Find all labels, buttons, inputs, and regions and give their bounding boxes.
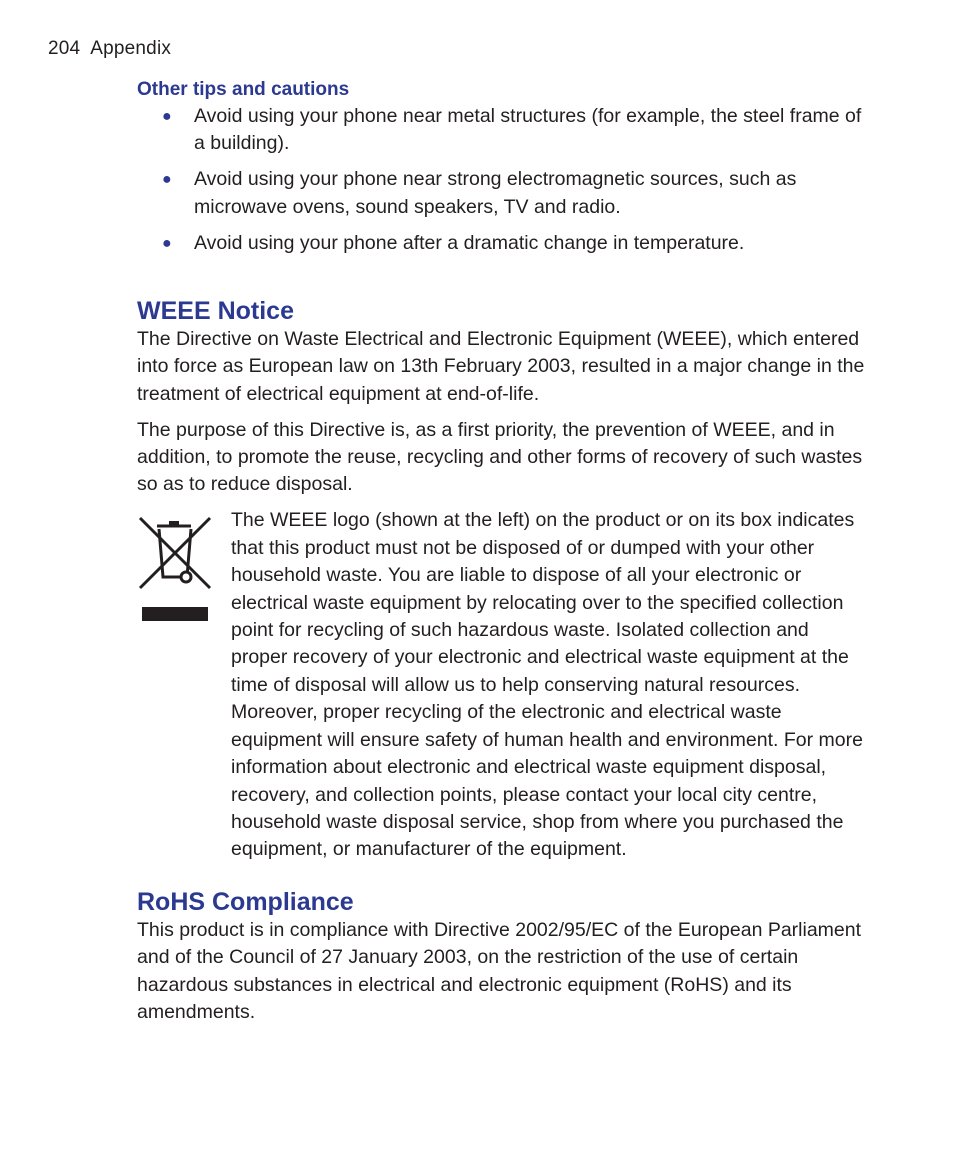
rohs-paragraph: This product is in compliance with Directive 2002/95/EC of the European Parliament and of the Council of 27 January 2003, on the restriction of the use of certain hazardous substances in electrical and electronic equipment (RoHS) and its amendments. — [137, 918, 862, 1023]
tip-text: Avoid using your phone after a dramatic change in temperature. — [194, 231, 745, 254]
page-number: 204 — [48, 38, 81, 59]
weee-paragraph-2: The purpose of this Directive is, as a first priority, the prevention of WEEE, and in addition, to promote the reuse, recycling and other forms of recovery of such wastes so as to reduce disposal. — [137, 418, 863, 496]
bullet-icon: ● — [162, 171, 172, 189]
section-name: Appendix — [90, 38, 172, 59]
tip-text: Avoid using your phone near metal structures (for example, the steel frame of a building). — [194, 105, 862, 155]
tip-text: Avoid using your phone near strong electromagnetic sources, such as microwave ovens, sound speakers, TV and radio. — [194, 168, 797, 218]
crossed-out-wheelie-bin-icon — [137, 513, 213, 625]
list-item — [137, 103, 867, 158]
list-item — [137, 230, 867, 257]
list-item — [137, 166, 867, 221]
page-header — [48, 38, 171, 60]
tips-heading: Other tips and cautions — [137, 79, 350, 100]
weee-logo-paragraph: The WEEE logo (shown at the left) on the product or on its box indicates that this product must not be disposed of or dumped with your other household waste. You are liable to dispose of all your electronic or electrical waste equipment by relocating over to the specified collection point for recycling of such hazardous waste. Isolated collection and proper recovery of your electronic and electrical waste equipment at the time of disposal will allow us to help conserving natural resources. Moreover, proper recycling of the electronic and electrical waste equipment will ensure safety of human health and environment. For more information about electronic and electrical waste equipment disposal, recovery, and collection points, please contact your local city centre, household waste disposal service, shop from where you purchased the equipment, or manufacturer of the equipment. — [231, 509, 863, 861]
bullet-icon: ● — [162, 108, 172, 125]
weee-heading: WEEE Notice — [137, 296, 294, 325]
bullet-icon: ● — [162, 234, 172, 252]
rohs-heading: RoHS Compliance — [137, 887, 354, 916]
weee-paragraph-1: The Directive on Waste Electrical and Electronic Equipment (WEEE), which entered into force as European law on 13th February 2003, resulted in a major change in the treatment of electrical equipment at end-of-life. — [137, 327, 865, 405]
tips-list — [137, 103, 867, 257]
page-content — [137, 76, 867, 1035]
weee-logo-section — [137, 507, 867, 863]
